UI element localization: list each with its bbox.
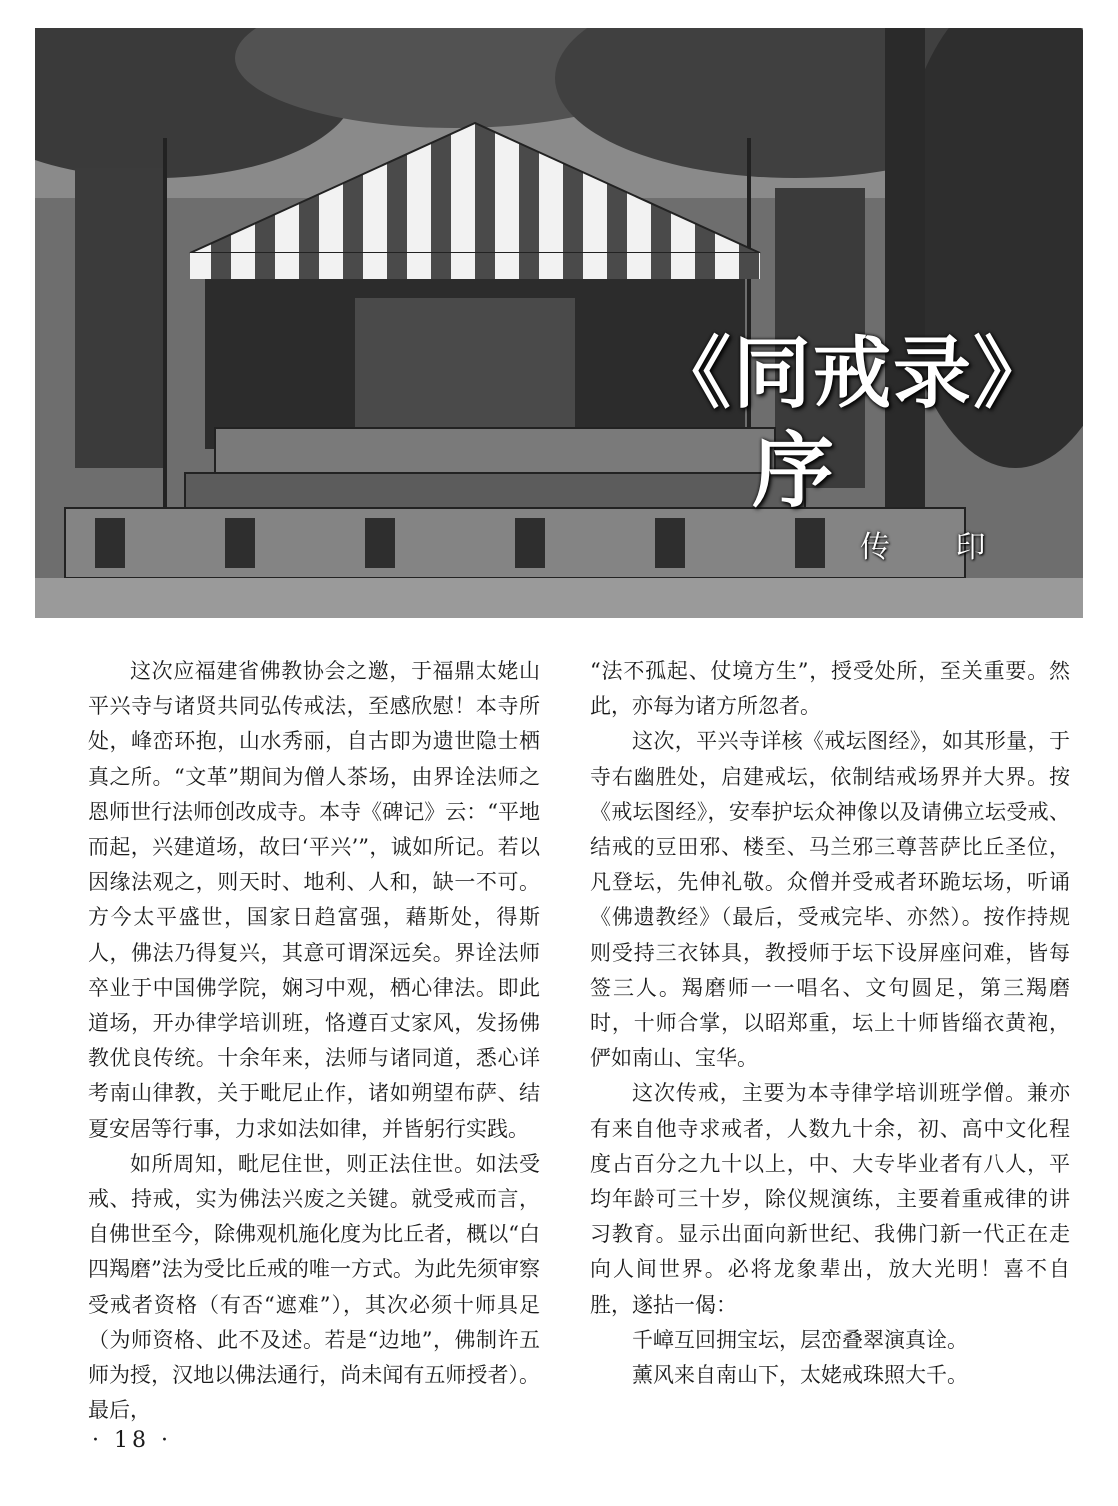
page-number: · 18 ·: [92, 1428, 172, 1453]
paragraph: 这次应福建省佛教协会之邀，于福鼎太姥山平兴寺与诸贤共同弘传戒法，至感欣慰！本寺所处，峰峦环抱，山水秀丽，自古即为遗世隐士栖真之所。“文革”期间为僧人茶场，由界诠法师之恩师世行法师创改成寺。本寺《碑记》云：“平地而起，兴建道场，故曰‘平兴’”，诚如所记。若以因缘法观之，则天时、地利、人和，缺一不可。方今太平盛世，国家日趋富强，藉斯处，得斯人，佛法乃得复兴，其意可谓深远矣。界诠法师卒业于中国佛学院，娴习中观，栖心律法。即此道场，开办律学培训班，恪遵百丈家风，发扬佛教优良传统。十余年来，法师与诸同道，悉心详考南山律教，关于毗尼止作，诸如朔望布萨、结夏安居等行事，力求如法如律，并皆躬行实践。: [88, 659, 540, 1141]
article-subtitle: 序: [751, 424, 834, 519]
article-title: 《同戒录》: [652, 329, 1053, 419]
verse-line: 薰风来自南山下，太姥戒珠照大千。: [632, 1363, 968, 1388]
verse-line: 千嶂互回拥宝坛，层峦叠翠演真诠。: [632, 1327, 968, 1352]
paragraph: 如所周知，毗尼住世，则正法住世。如法受戒、持戒，实为佛法兴废之关键。就受戒而言，自佛世至今，除佛观机施化度为比丘者，概以“白四羯磨”法为受比丘戒的唯一方式。为此先须审察受戒者资格（有否“遮难”），其次必须十师具足（为师资格、此不及述。若是“边地”，佛制许五师为授，汉地以佛法通行，尚未闻有五师授者）。最后，: [88, 1151, 540, 1423]
author-name: 传 印: [860, 530, 1014, 565]
paragraph: 这次，平兴寺详核《戒坛图经》，如其形量，于寺右幽胜处，启建戒坛，依制结戒场界并大界。按《戒坛图经》，安奉护坛众神像以及请佛立坛受戒、结戒的豆田邪、楼至、马兰邪三尊菩萨比丘圣位，凡登坛，先伸礼敬。众僧并受戒者环跪坛场，听诵《佛遗教经》（最后，受戒完毕、亦然）。按作持规则受持三衣钵具，教授师于坛下设屏座问难，皆每签三人。羯磨师一一唱名、文句圆足，第三羯磨时，十师合掌，以昭郑重，坛上十师皆缁衣黄袍，俨如南山、宝华。: [590, 729, 1070, 1071]
title-block: [653, 326, 1053, 522]
paragraph: “法不孤起、仗境方生”，授受处所，至关重要。然此，亦每为诸方所忽者。: [590, 659, 1070, 719]
text-column-right: [590, 654, 1070, 1393]
paragraph: 这次传戒，主要为本寺律学培训班学僧。兼亦有来自他寺求戒者，人数九十余，初、高中文化程度占百分之九十以上，中、大专毕业者有八人，平均年龄可三十岁，除仪规演练，主要着重戒律的讲习教育。显示出面向新世纪、我佛门新一代正在走向人间世界。必将龙象辈出，放大光明！喜不自胜，遂拈一偈：: [590, 1081, 1070, 1317]
text-column-left: [88, 654, 540, 1428]
